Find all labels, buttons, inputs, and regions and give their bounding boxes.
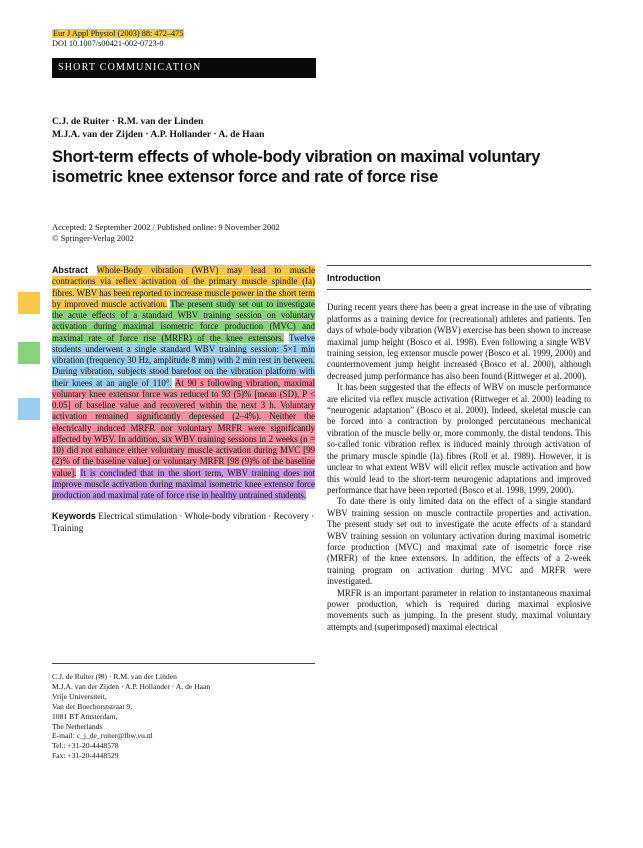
footnote-line: Fax: +31-20-4448529 — [52, 751, 119, 761]
copyright: © Springer-Verlag 2002 — [52, 233, 134, 243]
authors-line-1: C.J. de Ruiter · R.M. van der Linden — [52, 116, 204, 127]
keywords — [52, 510, 315, 534]
highlight-yellow[interactable]: Whole-Body vibration (WBV) may lead to muscle contractions via reflex activation of the primary muscle spindle (Ia) fibres. WBV has been reported to increase muscle power in the short term by improved muscle activation. — [52, 265, 316, 309]
highlight-red[interactable]: At 90 s following vibration, maximal voluntary knee extensor force was reduced to 93 (5)% [mean (SD), P < 0.05] of baseline value and recovered within the next 3 h. Voluntary activation remained significantly depressed (2–4%). Neither the electrically induced MRFR nor voluntary MRFR were significantly affected by WBV. In addition, six WBV training sessions in 2 weeks (n = 10) did not enhance either voluntary muscle activation during MVC [99 (2)% of the baseline value] or voluntary MRFR [98 (9)% of the baseline value]. — [52, 377, 316, 478]
doi: DOI 10.1007/s00421-002-0723-0 — [52, 39, 164, 48]
author-affiliation-footnote — [52, 672, 315, 761]
annotation-marker-green[interactable] — [18, 342, 40, 364]
keywords-label: Keywords — [52, 511, 96, 522]
footnote-line: M.J.A. van der Zijden · A.P. Hollander · A. de Haan — [52, 681, 211, 691]
accepted-published: Accepted: 2 September 2002 / Published online: 9 November 2002 — [52, 222, 280, 232]
abstract — [52, 265, 315, 501]
section-banner: SHORT COMMUNICATION — [52, 58, 316, 78]
footnote-line: Van der Boechorststraat 9, — [52, 701, 133, 711]
keywords-text: Electrical stimulation · Whole-body vibration · Recovery · Training — [52, 511, 315, 534]
author-list — [52, 115, 265, 141]
intro-heading-rule — [327, 289, 591, 290]
footnote-line: Vrije Universiteit, — [52, 691, 107, 701]
highlight-blue[interactable]: Twelve students underwent a single standard WBV training session: 5×1 min vibration (frequency 30 Hz, amplitude 8 mm) with 2 min rest in between. During vibration, subjects stood barefoot on the vibration platform with their knees at an angle of 110°. — [52, 332, 316, 388]
highlight-green[interactable]: The present study set out to investigate the acute effects of a standard WBV training session on voluntary activation during maximal isometric force production (MVC) and maximal rate of force rise (MRFR) of the knee extensors. — [52, 298, 315, 343]
footnote-line: The Netherlands — [52, 721, 103, 731]
annotation-marker-blue[interactable] — [18, 398, 40, 420]
intro-paragraph: To date there is only limited data on the effect of a single standard WBV training session on muscle contractile properties and activation. The present study set out to investigate the acute effects of a standard WBV training session on voluntary activation during maximal isometric force production (MVC) and maximal rate of isometric force rise (MRFR) of the knee extensors. In addition, the effects of a 2-week training program on activation during MVC and MRFR were investigated. — [327, 496, 591, 587]
footnote-line: 1081 BT Amsterdam, — [52, 711, 118, 721]
left-column — [52, 265, 315, 534]
highlight-purple[interactable]: It is concluded that in the short term, WBV training does not improve muscle activation during maximal isometric knee extensor force production and maximal rate of force rise in healthy untrained students. — [52, 467, 316, 500]
introduction-heading: Introduction — [327, 273, 381, 283]
journal-header — [52, 29, 184, 49]
right-column — [327, 265, 591, 633]
intro-paragraph: During recent years there has been a great increase in the use of vibrating platforms as a training device for (recreational) athletes and patients. Ten days of whole-body vibration (WBV) exercise has been shown to increase maximal jump height (Bosco et al. 1998). Even following a single WBV training session, leg extensor muscle power (Bosco et al. 1999, 2000) and countermovement jump height increased (Bosco et al. 2000), although decreased jump performance has also been found (Rittweger et al. 2000). — [327, 302, 591, 381]
footnote-line: Tel.: +31-20-4448578 — [52, 741, 119, 751]
publication-dates — [52, 222, 280, 244]
paper-title: Short-term effects of whole-body vibration on maximal voluntary isometric knee extensor force and rate of force rise — [52, 148, 541, 186]
abstract-label: Abstract — [52, 265, 89, 275]
footnote-line: C.J. de Ruiter (✉) · R.M. van der Linden — [52, 672, 177, 681]
footnote-email[interactable]: E-mail: c_j_de_ruiter@fbw.vu.nl — [52, 731, 153, 741]
intro-paragraph: It has been suggested that the effects of WBV on muscle performance are elicited via reflex muscle activation (Rittweger et al. 2000) leading to “neurogenic adaptation” (Bosco et al. 2000). Indeed, skeletal muscle can be forced into a contraction by prolonged percutaneous mechanical vibration of the muscle belly or, more commonly, the distal tendons. This so-called tonic vibration reflex is induced mainly through activation of the primary muscle spindle (Ia) fibres (Roll et al. 1989). However, it is unclear to what extent WBV will elicit reflex muscle activation and how this would lead to the short-term neurogenic adaptations and improved performance that have been reported (Bosco et al. 1998, 1999, 2000). — [327, 382, 591, 495]
annotation-marker-yellow[interactable] — [18, 292, 40, 314]
authors-line-2: M.J.A. van der Zijden · A.P. Hollander · A. de Haan — [52, 129, 265, 140]
journal-citation: Eur J Appl Physiol (2003) 88: 472–475 — [53, 29, 184, 38]
intro-paragraph: MRFR is an important parameter in relation to instantaneous maximal power production, which is required during maximal explosive movements such as jumping. In the present study, maximal voluntary attempts and (superimposed) maximal electrical — [327, 587, 591, 632]
footnote-divider — [52, 663, 315, 664]
